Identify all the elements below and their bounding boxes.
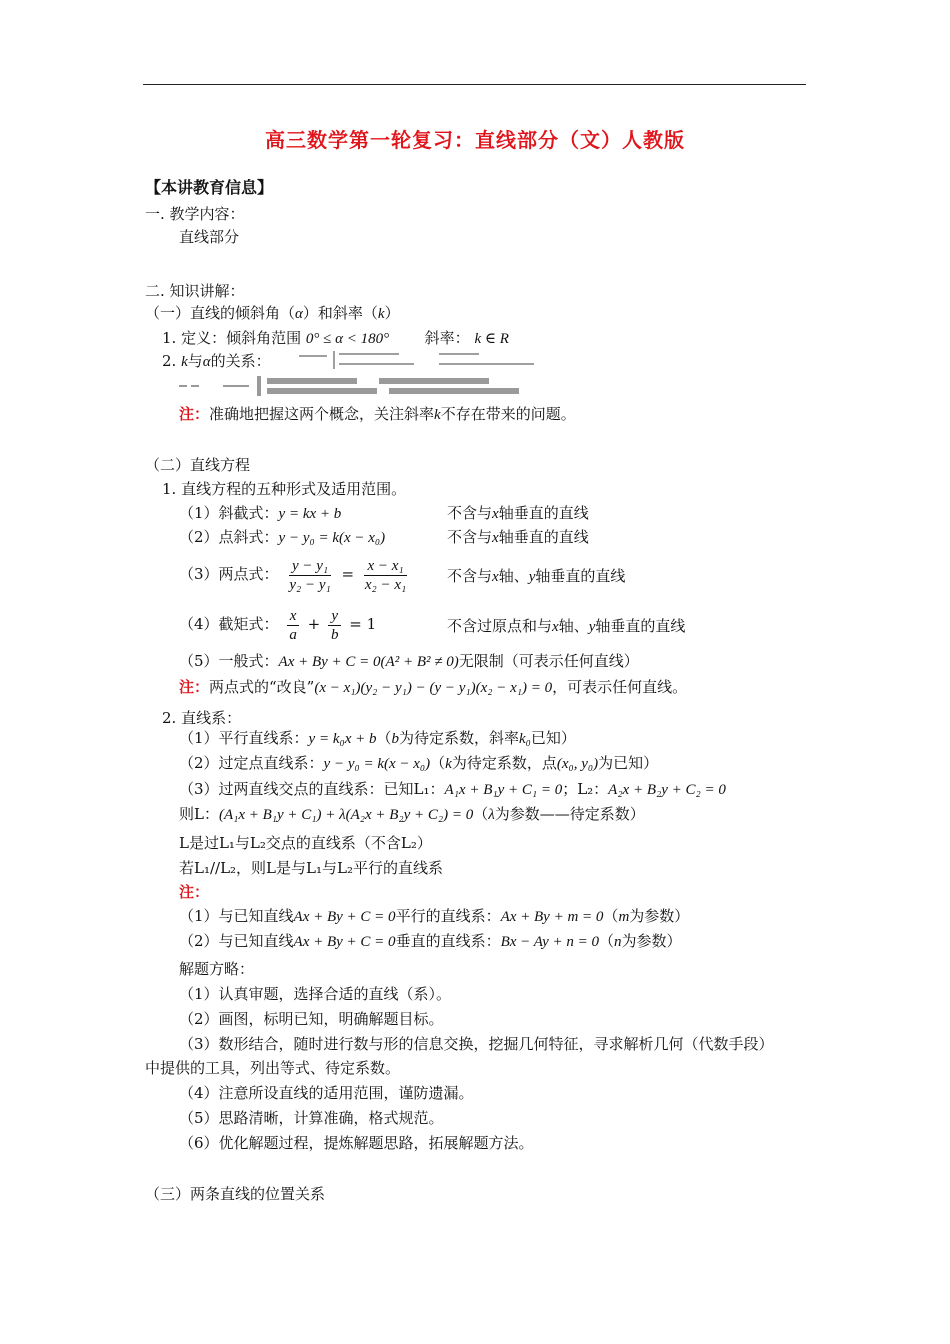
blurred-formula-image [179,376,529,396]
perpendicular-family-note: （2）与已知直线Ax + By + C = 0垂直的直线系：Bx − Ay + n = 0（n为参数） [179,932,682,950]
slope-intercept-note: 不含与x轴垂直的直线 [447,504,589,522]
teaching-content: 直线部分 [179,228,240,246]
line-family-item: 2. 直线系： [162,709,242,727]
intersection-family-note1: L是过L₁与L₂交点的直线系（不含L₂） [179,834,432,852]
part3-heading: （三）两条直线的位置关系 [145,1185,326,1203]
part1-note: 注：准确地把握这两个概念，关注斜率k不存在带来的问题。 [179,405,576,423]
section-info-heading: 【本讲教育信息】 [145,178,274,197]
strategy-item-3: （3）数形结合，随时进行数与形的信息交换，挖掘几何特征，寻求解析几何（代数手段） [179,1035,774,1053]
knowledge-label: 二. 知识讲解： [145,282,245,300]
definition-line: 1. 定义：倾斜角范围 0° ≤ α < 180° 斜率： k ∈ R [162,329,509,347]
teaching-content-label: 一. 教学内容： [145,205,245,223]
strategy-item-6: （6）优化解题过程，提炼解题思路，拓展解题方法。 [179,1134,534,1152]
intercept-form: （4）截矩式： $\frac{x}{a}$ + $\frac{y}{b}$ = 1 [179,607,377,643]
page-title: 高三数学第一轮复习：直线部分（文）人教版 [265,128,685,152]
intersection-family-note2: 若L₁//L₂，则L是与L₁与L₂平行的直线系 [179,859,443,877]
strategy-item-2: （2）画图，标明已知，明确解题目标。 [179,1010,444,1028]
strategy-item-4: （4）注意所设直线的适用范围，谨防遗漏。 [179,1084,474,1102]
part2-heading: （二）直线方程 [145,456,251,474]
strategy-item-1: （1）认真审题，选择合适的直线（系）。 [179,985,452,1003]
intercept-note: 不含过原点和与x轴、y轴垂直的直线 [447,617,686,635]
part1-heading: （一）直线的倾斜角（α）和斜率（k） [145,304,400,322]
two-point-note: 不含与x轴、y轴垂直的直线 [447,567,626,585]
header-rule [143,84,806,85]
two-point-improved-note: 注：两点式的“改良”(x − x₁)(y₂ − y₁) − (y − y₁)(x₂ − x₁) = 0，可表示任何直线。 [179,678,688,696]
two-point-form: （3）两点式： $\frac{\text{y − y₁}}{\text{y₂ − y₁}}$ = $\frac{\text{x − x₁}}{\text{x₂ − x₁}}$ [179,557,407,593]
five-forms-item: 1. 直线方程的五种形式及适用范围。 [162,480,407,498]
slope-intercept-form: （1）斜截式：y = kx + b [179,504,342,522]
parallel-family: （1）平行直线系：y = k₀x + b（b为待定系数，斜率k₀已知） [179,729,576,747]
intersection-family-eq: 则L：(A₁x + B₁y + C₁) + λ(A₂x + B₂y + C₂) = 0（λ为参数——待定系数） [179,805,645,823]
relation-formula-image [299,349,539,371]
point-slope-note: 不含与x轴垂直的直线 [447,528,589,546]
note-label: 注： [179,883,210,901]
point-slope-form: （2）点斜式：y − y₀ = k(x − x₀) [179,528,386,546]
parallel-family-note: （1）与已知直线Ax + By + C = 0平行的直线系：Ax + By + m = 0（m为参数） [179,907,690,925]
intersection-family: （3）过两直线交点的直线系：已知L₁：A₁x + B₁y + C₁ = 0；L₂：A₂x + B₂y + C₂ = 0 [179,780,726,798]
general-form: （5）一般式：Ax + By + C = 0(A² + B² ≠ 0)无限制（可表示任何直线） [179,652,639,670]
relation-line: 2. k与α的关系： [162,352,271,370]
strategy-item-5: （5）思路清晰，计算准确，格式规范。 [179,1109,444,1127]
strategy-label: 解题方略： [179,960,255,978]
strategy-item-3-cont: 中提供的工具，列出等式、待定系数。 [145,1059,401,1077]
fixed-point-family: （2）过定点直线系：y − y₀ = k(x − x₀)（k为待定系数，点(x₀, y₀)为已知） [179,754,659,772]
